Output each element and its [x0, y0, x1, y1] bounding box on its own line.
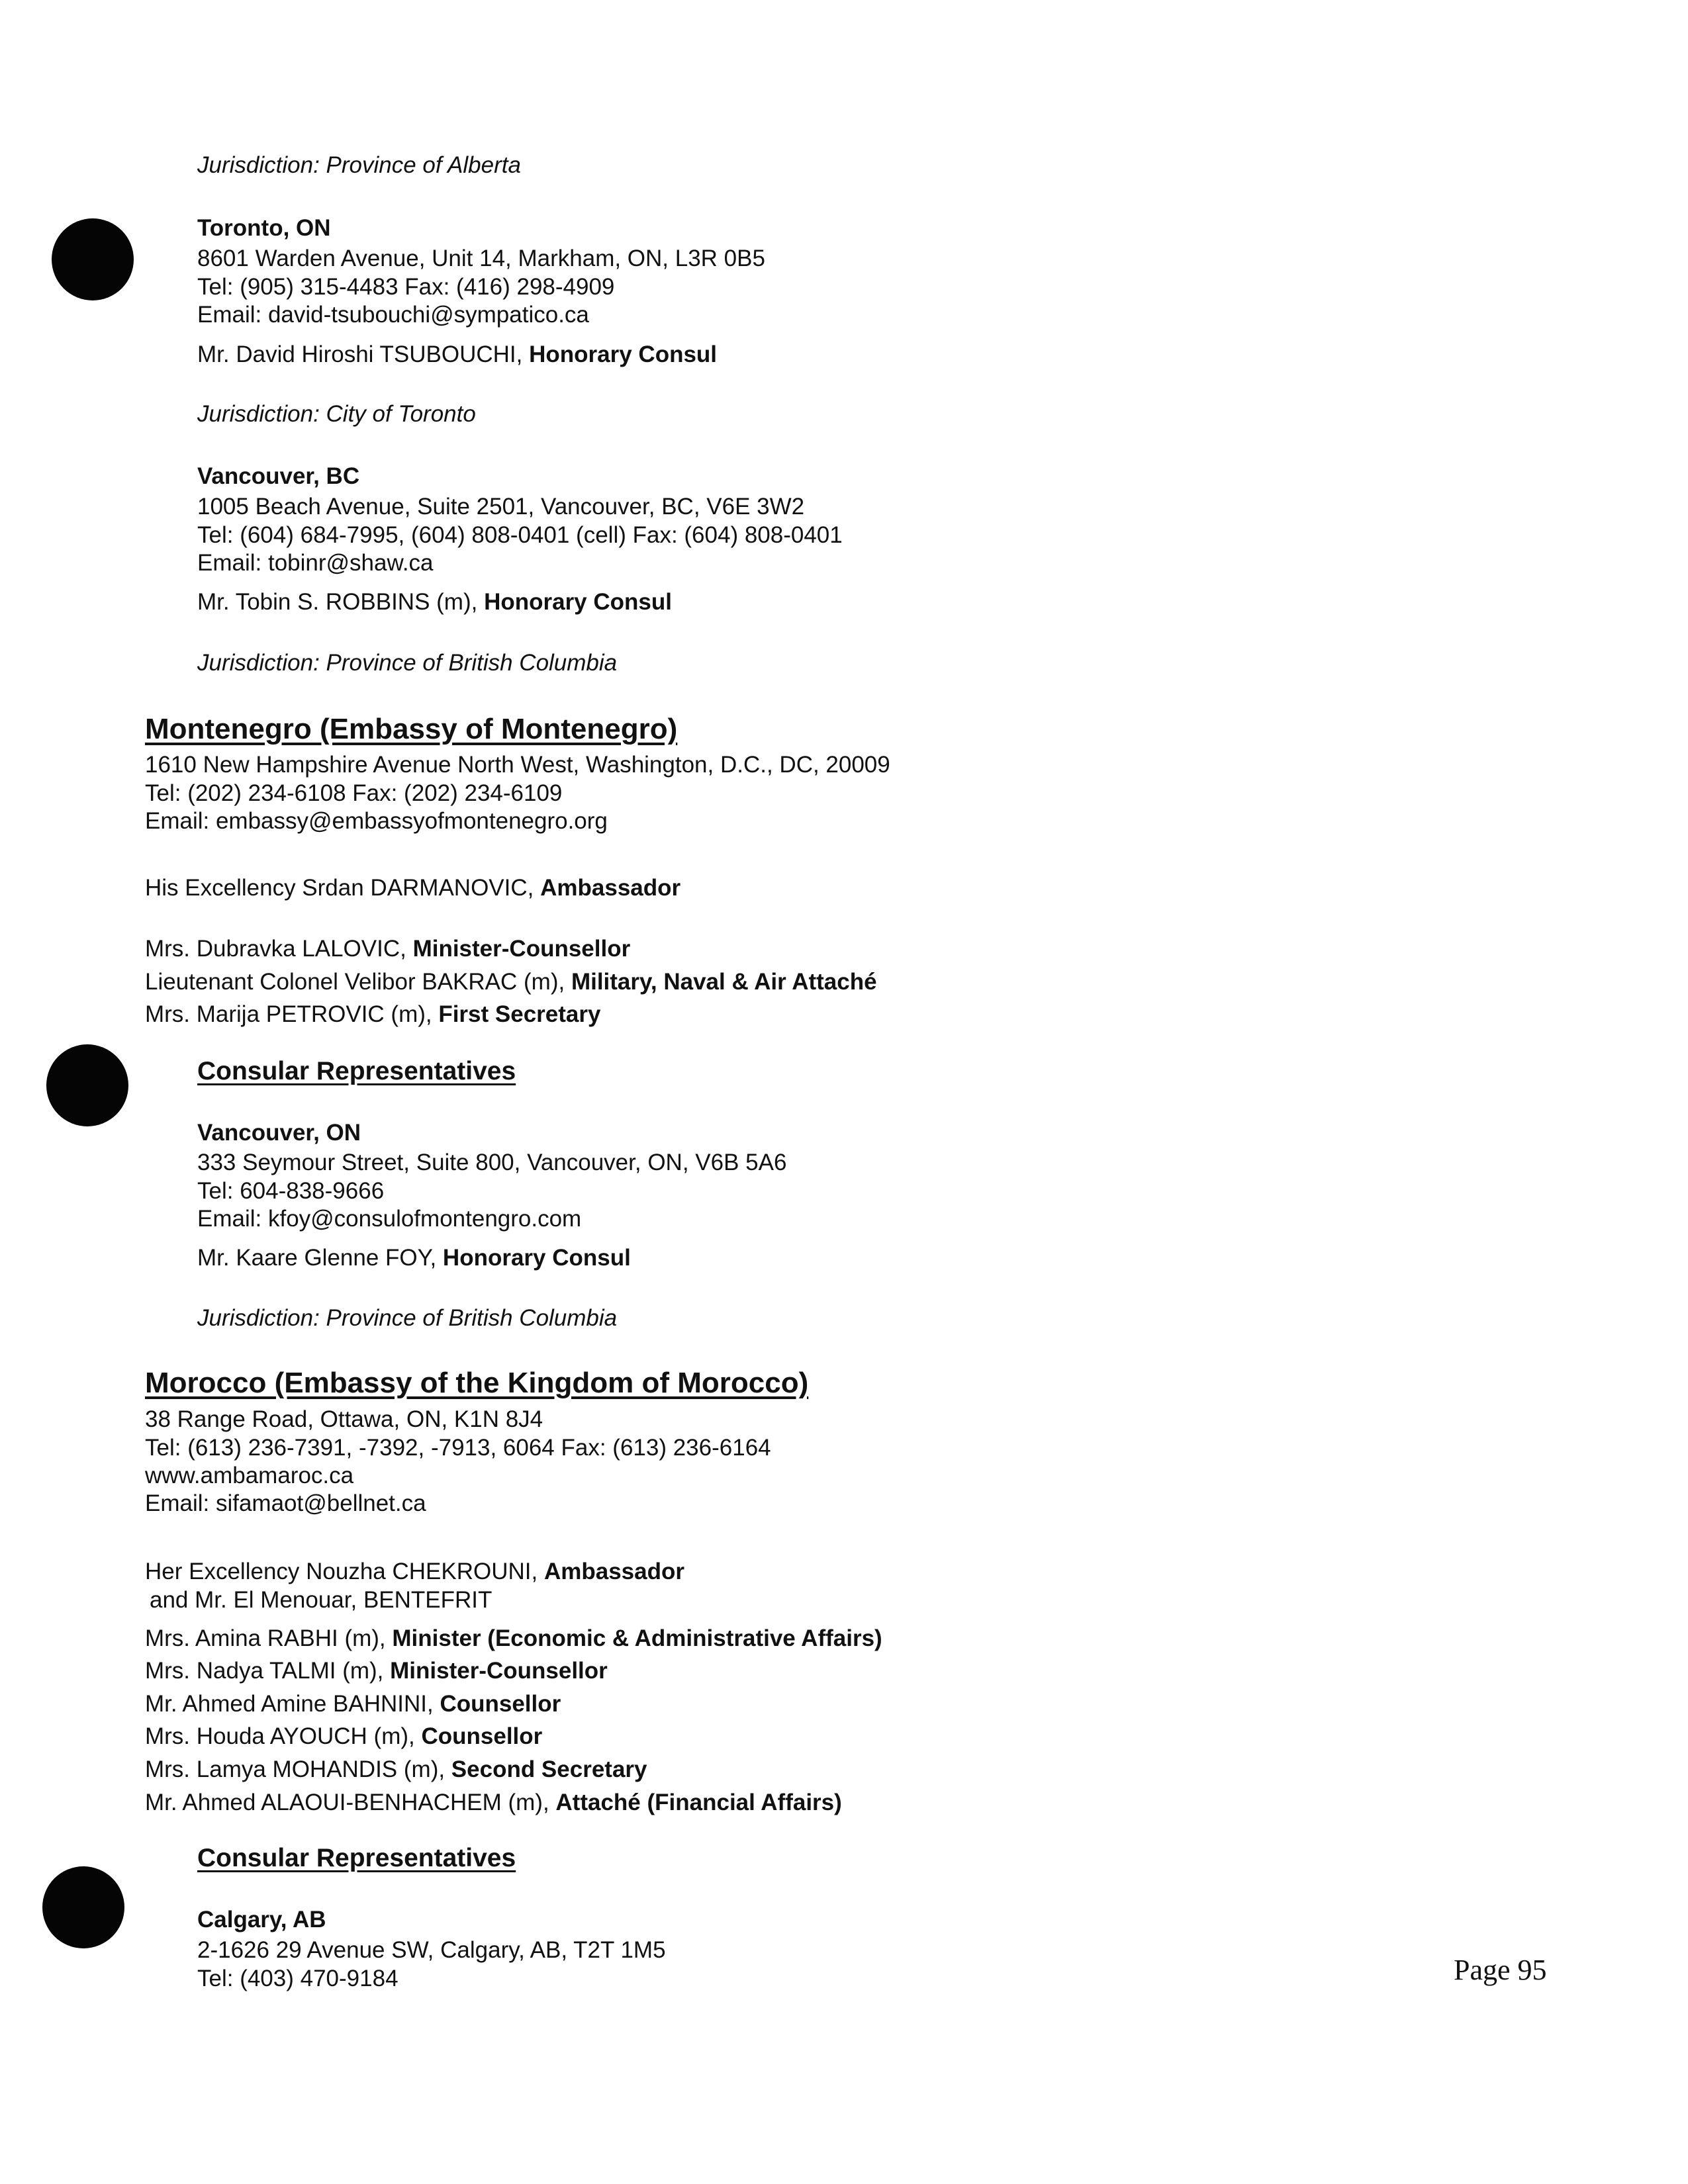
staff-name: Mr. Ahmed ALAOUI-BENHACHEM (m),: [145, 1790, 556, 1815]
staff-entry: [145, 1690, 561, 1718]
ambassador-entry: [145, 874, 680, 902]
ambassador-name: His Excellency Srdan DARMANOVIC,: [145, 875, 541, 901]
consulate-city: Vancouver, BC: [197, 463, 360, 489]
consulate-email: Email: tobinr@shaw.ca: [197, 550, 434, 576]
staff-title: Counsellor: [440, 1691, 561, 1717]
staff-name: Mrs. Lamya MOHANDIS (m),: [145, 1756, 451, 1782]
consul-title: Honorary Consul: [529, 341, 718, 367]
consulate-email: Email: kfoy@consulofmontengro.com: [197, 1206, 582, 1232]
staff-name: Mrs. Houda AYOUCH (m),: [145, 1723, 422, 1749]
consulate-address: 8601 Warden Avenue, Unit 14, Markham, ON, L3R 0B5: [197, 246, 765, 271]
consul-name: Mr. Tobin S. ROBBINS (m),: [197, 589, 485, 615]
punch-hole: [42, 1866, 124, 1948]
staff-title: Minister-Counsellor: [390, 1658, 608, 1684]
ambassador-spouse: and Mr. El Menouar, BENTEFRIT: [150, 1587, 492, 1613]
staff-entry: [145, 1789, 842, 1817]
consulate-tel: Tel: (403) 470-9184: [197, 1966, 399, 1991]
staff-entry: [145, 935, 630, 963]
staff-entry: [145, 1657, 608, 1685]
consulate-address: 1005 Beach Avenue, Suite 2501, Vancouver, BC, V6E 3W2: [197, 494, 805, 520]
embassy-address: 1610 New Hampshire Avenue North West, Washington, D.C., DC, 20009: [145, 752, 890, 778]
consulate-email: Email: david-tsubouchi@sympatico.ca: [197, 302, 589, 328]
staff-name: Mrs. Marija PETROVIC (m),: [145, 1001, 439, 1027]
staff-title: Military, Naval & Air Attaché: [571, 969, 877, 995]
jurisdiction-line: Jurisdiction: Province of British Columbia: [197, 650, 618, 676]
consulate-city: Calgary, AB: [197, 1907, 326, 1933]
punch-hole: [52, 218, 134, 300]
staff-title: Attaché (Financial Affairs): [555, 1790, 842, 1815]
embassy-address: 38 Range Road, Ottawa, ON, K1N 8J4: [145, 1406, 543, 1432]
staff-name: Mrs. Nadya TALMI (m),: [145, 1658, 391, 1684]
country-heading: Montenegro (Embassy of Montenegro): [145, 713, 678, 745]
country-heading: Morocco (Embassy of the Kingdom of Morocco): [145, 1367, 809, 1399]
consulate-city: Vancouver, ON: [197, 1120, 361, 1146]
consul-entry: [197, 588, 672, 616]
embassy-email: Email: sifamaot@bellnet.ca: [145, 1490, 426, 1516]
jurisdiction-line: Jurisdiction: Province of British Columbia: [197, 1305, 618, 1331]
staff-entry: [145, 1001, 600, 1028]
jurisdiction-line: Jurisdiction: Province of Alberta: [197, 152, 521, 178]
staff-entry: [145, 1756, 647, 1784]
consulate-city: Toronto, ON: [197, 215, 331, 241]
embassy-tel: Tel: (202) 234-6108 Fax: (202) 234-6109: [145, 780, 563, 806]
staff-name: Lieutenant Colonel Velibor BAKRAC (m),: [145, 969, 571, 995]
page-number: Page 95: [1454, 1954, 1547, 1986]
jurisdiction-line: Jurisdiction: City of Toronto: [197, 401, 476, 427]
consul-title: Honorary Consul: [484, 589, 672, 615]
embassy-website: www.ambamaroc.ca: [145, 1463, 354, 1488]
consul-name: Mr. David Hiroshi TSUBOUCHI,: [197, 341, 530, 367]
embassy-email: Email: embassy@embassyofmontenegro.org: [145, 808, 608, 834]
embassy-tel: Tel: (613) 236-7391, -7392, -7913, 6064 Fax: (613) 236-6164: [145, 1435, 771, 1461]
staff-name: Mr. Ahmed Amine BAHNINI,: [145, 1691, 440, 1717]
ambassador-entry: [145, 1558, 684, 1586]
consul-entry: [197, 1244, 631, 1272]
consulate-address: 333 Seymour Street, Suite 800, Vancouver, ON, V6B 5A6: [197, 1150, 787, 1175]
consulate-tel: Tel: 604-838-9666: [197, 1178, 385, 1204]
consul-title: Honorary Consul: [442, 1245, 631, 1271]
staff-name: Mrs. Amina RABHI (m),: [145, 1625, 393, 1651]
ambassador-name: Her Excellency Nouzha CHEKROUNI,: [145, 1559, 544, 1584]
consulate-tel: Tel: (604) 684-7995, (604) 808-0401 (cell) Fax: (604) 808-0401: [197, 522, 843, 548]
ambassador-title: Ambassador: [543, 1559, 684, 1584]
staff-title: Minister (Economic & Administrative Affairs): [392, 1625, 882, 1651]
consul-name: Mr. Kaare Glenne FOY,: [197, 1245, 443, 1271]
consulate-tel: Tel: (905) 315-4483 Fax: (416) 298-4909: [197, 274, 615, 300]
staff-entry: [145, 968, 877, 996]
staff-entry: [145, 1723, 542, 1751]
consular-heading: Consular Representatives: [197, 1057, 516, 1085]
consulate-address: 2-1626 29 Avenue SW, Calgary, AB, T2T 1M5: [197, 1937, 666, 1963]
ambassador-title: Ambassador: [540, 875, 681, 901]
staff-name: Mrs. Dubravka LALOVIC,: [145, 936, 413, 962]
staff-title: Second Secretary: [451, 1756, 647, 1782]
consul-entry: [197, 341, 717, 369]
consular-heading: Consular Representatives: [197, 1844, 516, 1872]
punch-hole: [46, 1044, 128, 1126]
staff-title: Minister-Counsellor: [412, 936, 631, 962]
staff-title: First Secretary: [438, 1001, 601, 1027]
staff-entry: [145, 1625, 882, 1653]
staff-title: Counsellor: [421, 1723, 543, 1749]
